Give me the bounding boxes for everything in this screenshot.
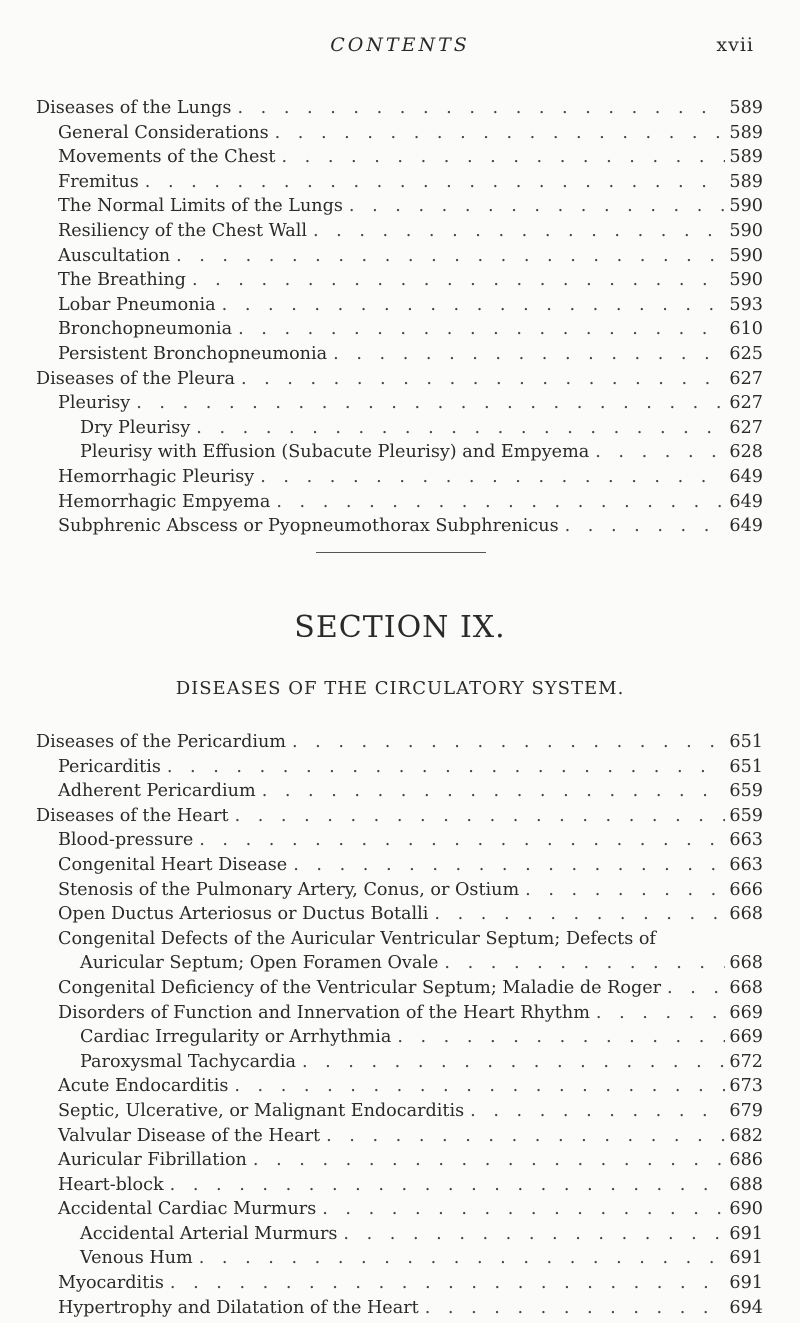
- toc-entry-title: Venous Hum: [80, 1248, 193, 1269]
- toc-entry-title: General Considerations: [58, 122, 269, 143]
- toc-entry-title: Adherent Pericardium: [58, 781, 256, 802]
- dot-leader: [559, 514, 725, 539]
- toc-entry-title: Lobar Pneumonia: [58, 294, 216, 315]
- dot-leader: [287, 853, 725, 878]
- toc-entry-page: 627: [729, 393, 763, 414]
- dot-leader: [307, 219, 725, 244]
- toc-entry-page: 686: [729, 1150, 763, 1171]
- dot-leader: [286, 730, 725, 755]
- contents-list-circulatory: [36, 730, 763, 1320]
- toc-entry: [36, 1222, 763, 1247]
- toc-entry-page: 669: [729, 1027, 763, 1048]
- contents-list-lungs-pleura: [36, 96, 763, 539]
- toc-entry: [36, 1074, 763, 1099]
- dot-leader: [316, 1197, 725, 1222]
- toc-entry-title: Congenital Heart Disease: [58, 854, 288, 875]
- dot-leader: [270, 490, 725, 515]
- toc-entry: [36, 1197, 763, 1222]
- dot-leader: [343, 194, 725, 219]
- dot-leader: [193, 828, 725, 853]
- toc-entry-title: Resiliency of the Chest Wall: [58, 220, 307, 241]
- toc-entry-title: Diseases of the Lungs: [36, 98, 232, 118]
- toc-entry-page: 649: [729, 516, 763, 537]
- dot-leader: [428, 902, 725, 927]
- dot-leader: [254, 465, 725, 490]
- toc-entry: [36, 514, 763, 539]
- toc-entry-title: Paroxysmal Tachycardia: [80, 1051, 296, 1072]
- toc-entry: [36, 1296, 763, 1321]
- toc-entry: [36, 293, 763, 318]
- section-title: SECTION IX.: [294, 610, 506, 645]
- toc-entry: [36, 121, 763, 146]
- dot-leader: [130, 391, 725, 416]
- dot-leader: [661, 976, 725, 1001]
- dot-leader: [232, 317, 725, 342]
- toc-entry-title: Bronchopneumonia: [58, 319, 233, 340]
- toc-entry-page: 649: [729, 491, 763, 512]
- toc-entry-title: Open Ductus Arteriosus or Ductus Botalli: [58, 904, 429, 925]
- toc-entry-page: 668: [729, 904, 763, 925]
- dot-leader: [164, 1173, 725, 1198]
- toc-entry-page: 673: [729, 1076, 763, 1097]
- toc-entry-page: 589: [729, 147, 763, 168]
- dot-leader: [519, 878, 725, 903]
- dot-leader: [161, 755, 725, 780]
- dot-leader: [216, 293, 725, 318]
- toc-entry-page: 659: [729, 781, 763, 802]
- dot-leader: [419, 1296, 725, 1321]
- toc-entry-page: 589: [729, 122, 763, 143]
- section-subtitle: DISEASES OF THE CIRCULATORY SYSTEM.: [175, 678, 625, 699]
- toc-entry-page: 659: [729, 805, 763, 826]
- dot-leader: [139, 170, 725, 195]
- toc-entry-page: 691: [729, 1223, 763, 1244]
- toc-entry: [36, 367, 763, 392]
- toc-entry-title: Auscultation: [58, 245, 171, 266]
- dot-leader: [589, 440, 725, 465]
- toc-entry: [36, 853, 763, 878]
- toc-entry-page: 627: [729, 368, 763, 389]
- section-divider-rule: [316, 552, 486, 553]
- toc-entry: [36, 416, 763, 441]
- toc-entry-page: 691: [729, 1273, 763, 1294]
- toc-entry: [36, 194, 763, 219]
- toc-entry: [36, 951, 763, 976]
- toc-entry-page: 682: [729, 1125, 763, 1146]
- toc-entry-page: 668: [729, 953, 763, 974]
- dot-leader: [256, 779, 725, 804]
- dot-leader: [391, 1025, 725, 1050]
- toc-entry: [36, 779, 763, 804]
- toc-entry-page: 651: [729, 732, 763, 752]
- toc-entry: [36, 1025, 763, 1050]
- toc-entry: [36, 927, 763, 952]
- toc-entry-title: Fremitus: [58, 171, 139, 192]
- toc-entry-page: 589: [729, 171, 763, 192]
- dot-leader: [228, 1074, 725, 1099]
- toc-entry-title: Movements of the Chest: [58, 147, 276, 168]
- toc-entry: [36, 804, 763, 829]
- toc-entry: [36, 391, 763, 416]
- toc-entry-title: The Normal Limits of the Lungs: [58, 196, 343, 217]
- toc-entry: [36, 342, 763, 367]
- toc-entry-page: 669: [729, 1002, 763, 1023]
- toc-entry: [36, 1099, 763, 1124]
- toc-entry: [36, 317, 763, 342]
- toc-entry-page: 610: [729, 319, 763, 340]
- toc-entry-page: 666: [729, 879, 763, 900]
- toc-entry-title: Valvular Disease of the Heart: [58, 1125, 321, 1146]
- toc-entry-page: 590: [729, 245, 763, 266]
- dot-leader: [337, 1222, 725, 1247]
- toc-entry-title: Congenital Deficiency of the Ventricular Septum; Maladie de Roger: [58, 977, 662, 998]
- toc-entry-title: Disorders of Function and Innervation of the Heart Rhythm: [58, 1002, 590, 1023]
- toc-entry-title: Diseases of the Heart: [36, 805, 229, 826]
- toc-entry-title: Cardiac Irregularity or Arrhythmia: [80, 1027, 392, 1048]
- toc-entry: [36, 828, 763, 853]
- page-number: xvii: [716, 34, 754, 56]
- toc-entry: [36, 170, 763, 195]
- toc-entry-page: 649: [729, 466, 763, 487]
- dot-leader: [590, 1001, 725, 1026]
- toc-entry-title: Stenosis of the Pulmonary Artery, Conus, or Ostium: [58, 879, 520, 900]
- toc-entry-title: Hemorrhagic Pleurisy: [58, 466, 255, 487]
- dot-leader: [247, 1148, 725, 1173]
- toc-entry-page: 672: [729, 1051, 763, 1072]
- toc-entry-page: 589: [729, 98, 763, 118]
- toc-entry-title: Acute Endocarditis: [58, 1076, 229, 1097]
- toc-entry-title: Persistent Bronchopneumonia: [58, 343, 328, 364]
- toc-entry-title: Pericarditis: [58, 756, 161, 777]
- toc-entry-page: 663: [729, 830, 763, 851]
- dot-leader: [229, 804, 725, 829]
- toc-entry: [36, 1001, 763, 1026]
- toc-entry-title: Auricular Fibrillation: [58, 1150, 247, 1171]
- toc-entry-title: Myocarditis: [58, 1273, 164, 1294]
- toc-entry-title: Hemorrhagic Empyema: [58, 491, 271, 512]
- toc-entry-title: Septic, Ulcerative, or Malignant Endocarditis: [58, 1100, 465, 1121]
- dot-leader: [193, 1246, 725, 1271]
- toc-entry-page: 628: [729, 442, 763, 463]
- dot-leader: [327, 342, 725, 367]
- dot-leader: [170, 244, 725, 269]
- toc-entry-title: Auricular Septum; Open Foramen Ovale: [80, 953, 439, 974]
- toc-entry-title: Blood-pressure: [58, 830, 194, 851]
- toc-entry: [36, 1173, 763, 1198]
- dot-leader: [235, 367, 725, 392]
- toc-entry-page: 688: [729, 1174, 763, 1195]
- toc-entry-title: Diseases of the Pericardium: [36, 732, 286, 752]
- toc-entry-page: 694: [729, 1297, 763, 1318]
- toc-entry-title: Accidental Arterial Murmurs: [80, 1223, 338, 1244]
- toc-entry-page: 590: [729, 220, 763, 241]
- toc-entry: [36, 465, 763, 490]
- toc-entry: [36, 1271, 763, 1296]
- dot-leader: [190, 416, 725, 441]
- toc-entry: [36, 145, 763, 170]
- toc-entry-title: Pleurisy: [58, 393, 131, 414]
- toc-entry: [36, 219, 763, 244]
- toc-entry: [36, 244, 763, 269]
- toc-entry-title: Diseases of the Pleura: [36, 368, 235, 389]
- running-head-title: CONTENTS: [330, 34, 470, 56]
- toc-entry: [36, 268, 763, 293]
- toc-entry-title: Subphrenic Abscess or Pyopneumothorax Subphrenicus: [58, 516, 559, 537]
- dot-leader: [231, 96, 725, 121]
- dot-leader: [464, 1099, 725, 1124]
- toc-entry: [36, 440, 763, 465]
- toc-entry: [36, 976, 763, 1001]
- toc-entry: [36, 755, 763, 780]
- toc-entry: [36, 1246, 763, 1271]
- toc-entry-page: 590: [729, 270, 763, 291]
- dot-leader: [275, 145, 725, 170]
- toc-entry-title: Heart-block: [58, 1174, 164, 1195]
- toc-entry-title: Pleurisy with Effusion (Subacute Pleurisy) and Empyema: [80, 442, 590, 463]
- dot-leader: [296, 1050, 725, 1075]
- toc-entry-title: Congenital Defects of the Auricular Ventricular Septum; Defects of: [58, 928, 656, 949]
- toc-entry: [36, 902, 763, 927]
- toc-entry-title: Dry Pleurisy: [80, 417, 191, 438]
- dot-leader: [320, 1124, 725, 1149]
- toc-entry-title: Accidental Cardiac Murmurs: [58, 1199, 317, 1220]
- toc-entry: [36, 96, 763, 121]
- dot-leader: [438, 951, 725, 976]
- toc-entry: [36, 1124, 763, 1149]
- dot-leader: [164, 1271, 725, 1296]
- toc-entry-page: 679: [729, 1100, 763, 1121]
- toc-entry-title: The Breathing: [58, 270, 186, 291]
- toc-entry-page: 593: [729, 294, 763, 315]
- toc-entry-page: 590: [729, 196, 763, 217]
- toc-entry-page: 668: [729, 977, 763, 998]
- toc-entry: [36, 1148, 763, 1173]
- dot-leader: [269, 121, 725, 146]
- toc-entry: [36, 490, 763, 515]
- toc-entry-page: 651: [729, 756, 763, 777]
- toc-entry-page: 625: [729, 343, 763, 364]
- toc-entry: [36, 878, 763, 903]
- toc-entry: [36, 730, 763, 755]
- toc-entry-page: 691: [729, 1248, 763, 1269]
- toc-entry-title: Hypertrophy and Dilatation of the Heart: [58, 1297, 419, 1318]
- toc-entry-page: 690: [729, 1199, 763, 1220]
- toc-entry-page: 663: [729, 854, 763, 875]
- toc-entry-page: 627: [729, 417, 763, 438]
- toc-entry: [36, 1050, 763, 1075]
- running-head: [0, 34, 800, 58]
- dot-leader: [186, 268, 725, 293]
